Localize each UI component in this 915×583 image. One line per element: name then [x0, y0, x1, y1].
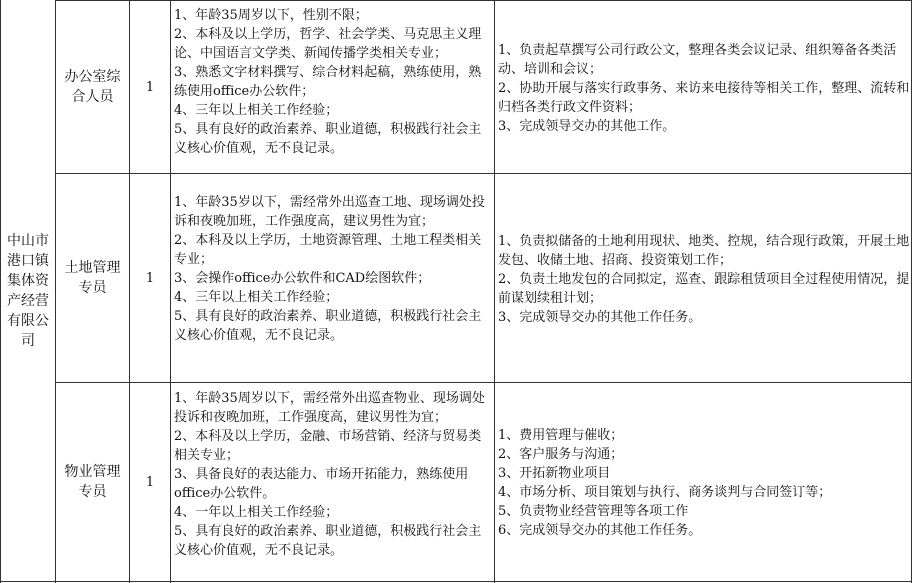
headcount: 1: [145, 79, 155, 95]
grid-line: [55, 382, 912, 383]
grid-line: [0, 581, 912, 582]
grid-line: [911, 0, 912, 583]
requirements-text: 1、年龄35岁以下，需经常外出巡查工地、现场调处投诉和夜晚加班，工作强度高，建议男性为宜； 2、本科及以上学历，土地资源管理、土地工程类相关专业； 3、会操作office办公软件和CAD绘图软件； 4、三年以上相关工作经验； 5、具有良好的政治素养、职业道德，积极践行社会主义核心价值观，无不良记录。: [174, 195, 485, 343]
company-name: 中山市港口镇集体资产经营有限公司: [7, 232, 49, 349]
grid-line: [55, 173, 912, 174]
requirements-text: 1、年龄35周岁以下，性别不限； 2、本科及以上学历，哲学、社会学类、马克思主义理论、中国语言文学类、新闻传播学类相关专业； 3、熟悉文字材料撰写、综合材料起稿，熟练使用，熟练使用office办公软件； 4、三年以上相关工作经验； 5、具有良好的政治素养、职业道德，积极践行社会主义核心价值观，无不良记录。: [174, 8, 482, 156]
duties-text: 1、费用管理与催收； 2、客户服务与沟通； 3、开拓新物业项目 4、市场分析、项目策划与执行、商务谈判与合同签订等； 5、负责物业经营管理等各项工作 6、完成领导交办的其他工作任务。: [498, 428, 832, 538]
position-title: 办公室综合人员: [64, 69, 121, 105]
duties-text: 1、负责起草撰写公司行政公文，整理各类会议记录、组织筹备各类活动、培训和会议； 2、协助开展与落实行政事务、来访来电接待等相关工作，整理、流转和归档各类行政文件资料； 3、完成领导交办的其他工作。: [498, 43, 910, 134]
requirements-text: 1、年龄35周岁以下，需经常外出巡查物业、现场调处投诉和夜晚加班，工作强度高，建议男性为宜； 2、本科及以上学历，金融、市场营销、经济与贸易类相关专业； 3、具备良好的表达能力、市场开拓能力，熟练使用office办公软件。 4、一年以上相关工作经验； 5、具有良好的政治素养、职业道德，积极践行社会主义核心价值观，无不良记录。: [174, 391, 485, 558]
duties-text: 1、负责拟储备的土地利用现状、地类、控规，结合现行政策，开展土地发包、收储土地、招商、投资策划工作； 2、负责土地发包的合同拟定，巡查、跟踪租赁项目全过程使用情况，提前谋划续租计划； 3、完成领导交办的其他工作任务。: [498, 234, 910, 325]
headcount: 1: [145, 474, 155, 490]
grid-line: [55, 0, 912, 1]
position-title: 土地管理专员: [64, 260, 121, 296]
position-title: 物业管理专员: [64, 464, 121, 500]
headcount: 1: [145, 270, 155, 286]
